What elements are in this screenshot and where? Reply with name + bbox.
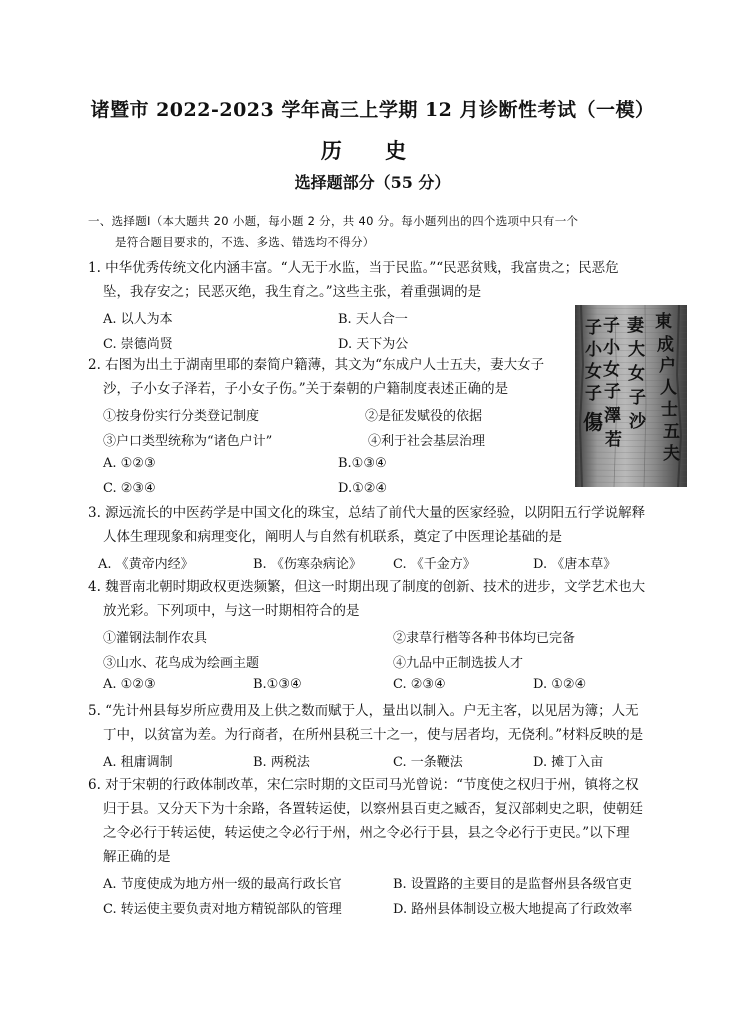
q3-option-d[interactable]: D. 《唐本草》 — [533, 557, 617, 572]
q2-option-b[interactable]: B.①③④ — [338, 456, 387, 471]
q3-option-a[interactable]: A. 《黄帝内经》 — [98, 557, 194, 572]
q2-statement-2: ②是征发赋役的依据 — [365, 409, 483, 424]
qin-bamboo-slip-image — [575, 305, 687, 487]
svg-text:子: 子 — [603, 316, 620, 336]
q5-stem-line2: 丁中，以贫富为差。为行商者，在所州县税三十之一，使与居者均，无侥利。”材料反映的是 — [103, 727, 644, 743]
svg-text:女: 女 — [585, 362, 602, 382]
q4-option-d[interactable]: D. ①②④ — [533, 677, 587, 692]
q5-option-a[interactable]: A. 租庸调制 — [103, 755, 173, 770]
q2-statement-1: ①按身份实行分类登记制度 — [103, 409, 260, 424]
svg-text:女: 女 — [603, 360, 620, 380]
q6-stem-line1: 6. 对于宋朝的行政体制改革，宋仁宗时期的文臣司马光曾说：“节度使之权归于州，镇将之权 — [88, 777, 639, 793]
q2-option-a[interactable]: A. ①②③ — [103, 456, 156, 471]
q1-stem-line1: 1. 中华优秀传统文化内涵丰富。“人无于水监，当于民监。”“民恶贫贱，我富贵之；民恶危 — [88, 260, 619, 276]
q4-statement-2: ②隶草行楷等各种书体均已完备 — [393, 631, 576, 646]
q4-statement-1: ①灌钢法制作农具 — [103, 631, 208, 646]
q6-stem-line2: 归于县。又分天下为十余路，各置转运使，以察州县百吏之臧否，复汉部刺史之职，使朝廷 — [103, 801, 643, 817]
q1-option-d[interactable]: D. 天下为公 — [338, 337, 409, 352]
q3-option-b[interactable]: B. 《伤寒杂病论》 — [253, 557, 362, 572]
q6-option-c[interactable]: C. 转运使主要负责对地方精锐部队的管理 — [103, 902, 342, 917]
q6-stem-line4: 解正确的是 — [103, 849, 171, 865]
q1-stem-line2: 坠，我存安之；民恶灭绝，我生育之。”这些主张，着重强调的是 — [103, 284, 482, 300]
q5-stem-line1: 5. “先计州县每岁所应费用及上供之数而赋于人，量出以制入。户无主客，以见居为簿；人无 — [88, 703, 639, 719]
q3-option-c[interactable]: C. 《千金方》 — [393, 557, 476, 572]
q5-option-d[interactable]: D. 摊丁入亩 — [533, 755, 604, 770]
page-title: 诸暨市 2022-2023 学年高三上学期 12 月诊断性考试（一模） — [90, 99, 655, 121]
q2-option-c[interactable]: C. ②③④ — [103, 481, 156, 496]
q4-option-b[interactable]: B.①③④ — [253, 677, 302, 692]
svg-text:成: 成 — [657, 335, 674, 355]
svg-text:大: 大 — [628, 340, 645, 360]
q4-statement-3: ③山水、花鸟成为绘画主题 — [103, 656, 260, 671]
q4-stem-line1: 4. 魏晋南北朝时期政权更迭频繁，但这一时期出现了制度的创新、技术的进步，文学艺术也大 — [88, 579, 646, 595]
svg-text:士: 士 — [661, 400, 678, 420]
svg-text:若: 若 — [605, 430, 622, 450]
svg-text:小: 小 — [585, 340, 602, 360]
svg-text:人: 人 — [660, 378, 677, 398]
q2-stem-line1: 2. 右图为出土于湖南里耶的秦简户籍薄，其文为“东成户人士五夫，妻大女子 — [88, 357, 545, 373]
section-instruction-line1: 一、选择题Ⅰ（本大题共 20 小题，每小题 2 分，共 40 分。每小题列出的四个选项中只有一个 — [88, 214, 579, 228]
svg-text:户: 户 — [659, 356, 676, 376]
q2-option-d[interactable]: D.①②④ — [338, 481, 388, 496]
q6-option-d[interactable]: D. 路州县体制设立极大地提高了行政效率 — [393, 902, 633, 917]
q1-option-a[interactable]: A. 以人为本 — [103, 312, 173, 327]
svg-text:女: 女 — [628, 364, 645, 384]
q6-option-b[interactable]: B. 设置路的主要目的是监督州县各级官吏 — [393, 877, 632, 892]
q6-stem-line3: 之令必行于转运使，转运使之令必行于州，州之令必行于县，县之令必行于吏民。”以下理 — [103, 825, 630, 841]
svg-text:小: 小 — [603, 338, 620, 358]
svg-text:澤: 澤 — [604, 406, 621, 426]
q1-option-b[interactable]: B. 天人合一 — [338, 312, 408, 327]
q3-stem-line2: 人体生理现象和病理变化，阐明人与自然有机联系，奠定了中医理论基础的是 — [103, 529, 562, 545]
q5-option-c[interactable]: C. 一条鞭法 — [393, 755, 463, 770]
svg-text:子: 子 — [585, 384, 602, 404]
svg-text:沙: 沙 — [629, 412, 646, 432]
subject-heading: 历 史 — [320, 138, 425, 163]
svg-text:夫: 夫 — [663, 444, 680, 464]
svg-text:五: 五 — [663, 422, 680, 442]
q4-option-c[interactable]: C. ②③④ — [393, 677, 446, 692]
section-instruction-line2: 是符合题目要求的，不选、多选、错选均不得分） — [115, 235, 375, 249]
svg-text:東: 東 — [655, 312, 672, 332]
q6-option-a[interactable]: A. 节度使成为地方州一级的最高行政长官 — [103, 877, 342, 892]
q4-statement-4: ④九品中正制选拔人才 — [393, 656, 524, 671]
q2-statement-3: ③户口类型统称为“诸色户计” — [103, 434, 273, 449]
svg-text:妻: 妻 — [627, 316, 644, 336]
svg-text:傷: 傷 — [583, 410, 603, 434]
q1-option-c[interactable]: C. 崇德尚贤 — [103, 337, 173, 352]
svg-text:子: 子 — [629, 388, 646, 408]
q5-option-b[interactable]: B. 两税法 — [253, 755, 310, 770]
part-heading: 选择题部分（55 分） — [294, 173, 451, 192]
q4-option-a[interactable]: A. ①②③ — [103, 677, 156, 692]
svg-text:子: 子 — [604, 382, 621, 402]
q4-stem-line2: 放光彩。下列项中，与这一时期相符合的是 — [103, 603, 360, 619]
q2-stem-line2: 沙，子小女子泽若，子小女子伤。”关于秦朝的户籍制度表述正确的是 — [103, 381, 509, 397]
svg-text:子: 子 — [585, 318, 602, 338]
q2-statement-4: ④利于社会基层治理 — [368, 434, 486, 449]
q3-stem-line1: 3. 源远流长的中医药学是中国文化的珠宝，总结了前代大量的医家经验，以阴阳五行学说解释 — [88, 505, 646, 521]
